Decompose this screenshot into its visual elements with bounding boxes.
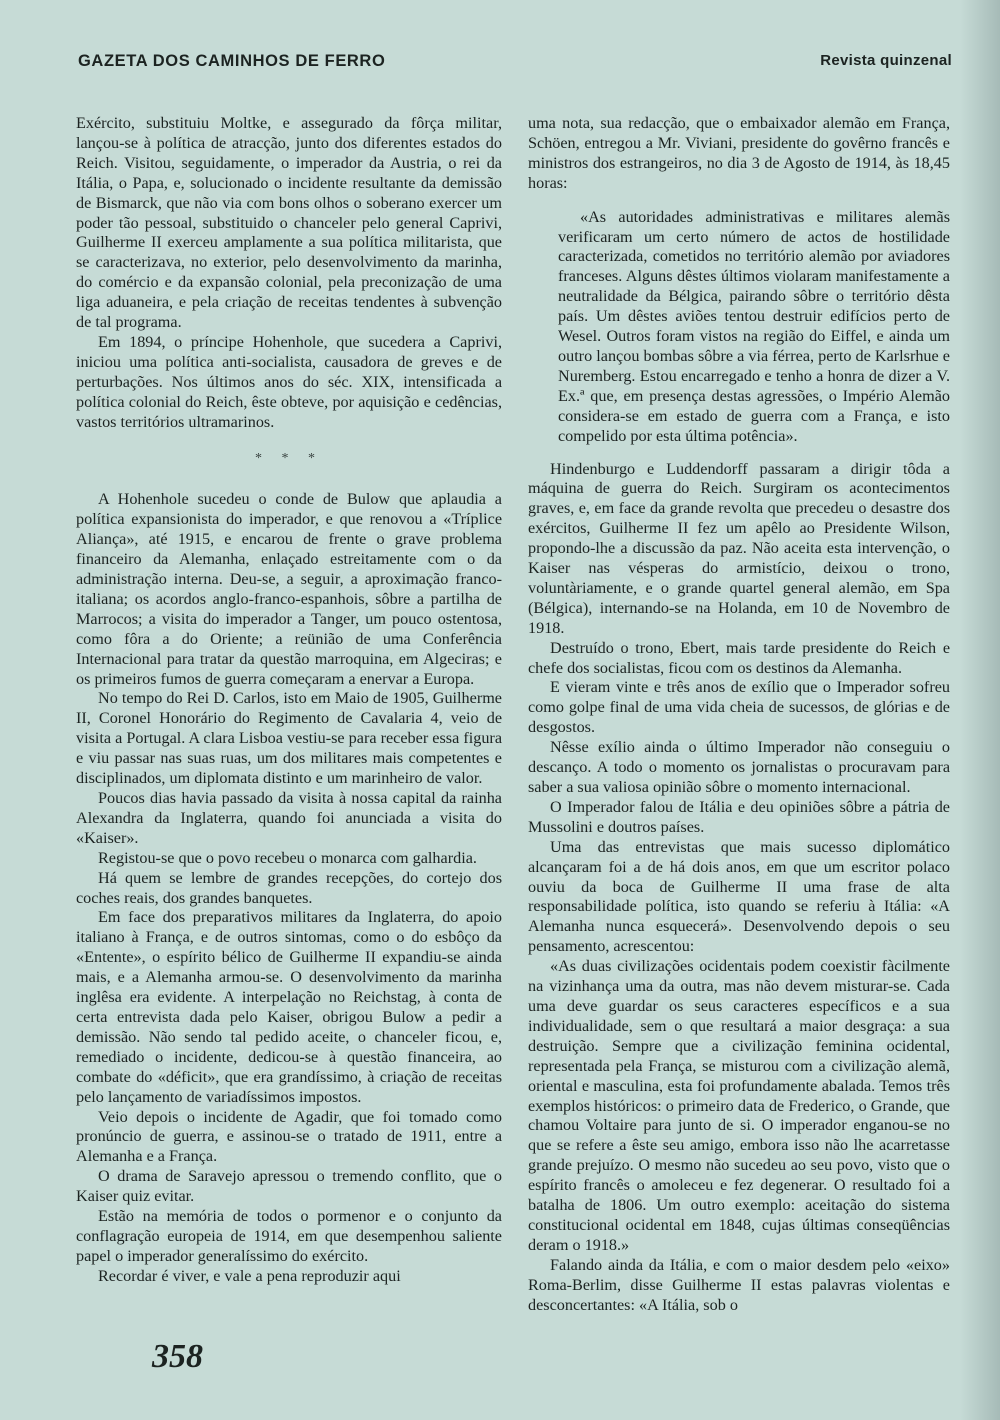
publication-subtitle: Revista quinzenal [820, 52, 952, 69]
left-column [76, 114, 502, 1287]
paragraph: Falando ainda da Itália, e com o maior desdem pelo «eixo» Roma-Berlim, disse Guilherme II estas palavras violentas e desconcertantes: «A Itália, sob o [528, 1255, 950, 1314]
page-number: 358 [152, 1338, 203, 1375]
section-separator: * * * [255, 450, 323, 466]
page-edge-shadow [960, 0, 1000, 1420]
right-column [528, 114, 950, 1315]
paragraph: uma nota, sua redacção, que o embaixador alemão em França, Schöen, entregou a Mr. Viviani, presidente do govêrno francês e ministros dos estrangeiros, no dia 3 de Agosto de 1914, às 18,45 horas: [528, 114, 950, 192]
paragraph: Em 1894, o príncipe Hohenhole, que sucedera a Caprivi, iniciou uma política anti-socialista, causadora de greves e de perturbações. Nos últimos anos do séc. XIX, intensificada a política colonial do Reich, êste obteve, por aquisição e cedências, vastos territórios ultramarinos. [76, 332, 502, 431]
paragraph: Recordar é viver, e vale a pena reproduzir aqui [98, 1266, 401, 1285]
block-quote [528, 208, 950, 447]
paragraph: Uma das entrevistas que mais sucesso diplomático alcançaram foi a de há dois anos, em que um escritor polaco ouviu da boca de Guilherme II uma frase de alta responsabilidade política, isto quando se referiu à Itália: «A Alemanha nunca esquecerá». Desenvolvendo depois o seu pensamento, acrescentou: [528, 837, 950, 956]
paragraph: Destruído o trono, Ebert, mais tarde presidente do Reich e chefe dos socialistas, ficou com os destinos da Alemanha. [528, 638, 950, 677]
paragraph: Há quem se lembre de grandes recepções, do cortejo dos coches reais, dos grandes banquetes. [76, 868, 502, 907]
running-header [78, 52, 952, 76]
paragraph: Registou-se que o povo recebeu o monarca com galhardia. [98, 848, 477, 867]
publication-title: GAZETA DOS CAMINHOS DE FERRO [78, 52, 386, 70]
paragraph: No tempo do Rei D. Carlos, isto em Maio de 1905, Guilherme II, Coronel Honorário do Regimento de Cavalaria 4, veio de visita a Portugal. A clara Lisboa vestiu-se para receber essa figura e viu passar nas suas ruas, um dos militares mais competentes e disciplinados, um diplomata distinto e um marinheiro de valor. [76, 689, 502, 788]
paragraph: A Hohenhole sucedeu o conde de Bulow que aplaudia a política expansionista do imperador, e que renovou a «Tríplice Aliança», até 1915, e encarou de frente o grave problema financeiro da Alemanha, enlaçado estreitamente com o da administração interna. Deu-se, a seguir, a aproximação franco-italiana; os acordos anglo-franco-espanhois, sôbre a partilha de Marrocos; a visita do imperador a Tanger, um pouco ostentosa, como fôra a do Oriente; a reünião de uma Conferência Internacional para tratar da questão marroquina, em Algeciras; e os primeiros fumos de guerra começaram a enervar a Europa. [76, 490, 502, 688]
paragraph: Veio depois o incidente de Agadir, que foi tomado como pronúncio de guerra, e assinou-se o tratado de 1911, entre a Alemanha e a França. [76, 1107, 502, 1166]
paragraph: Em face dos preparativos militares da Inglaterra, do apoio italiano à França, e de outros sintomas, como o do esbôço da «Entente», o espírito bélico de Guilherme II expandiu-se ainda mais, e a Alemanha armou-se. O desenvolvimento da marinha inglêsa era evidente. A interpelação no Reichstag, à conta de certa entrevista dada pelo Kaiser, obrigou Bulow a pedir a demissão. Não sendo tal pedido aceite, o chanceler ficou, e, remediado o incidente, dedicou-se à questão financeira, ao combate do «déficit», que era grandíssimo, à criação de receitas pelo lançamento de variadíssimos impostos. [76, 908, 502, 1106]
quote-paragraph: «As autoridades administrativas e militares alemãs verificaram um certo número de actos de hostilidade caracterizada, cometidos no território alemão por aviadores franceses. Alguns dêstes últimos violaram manifestamente a neutralidade da Bélgica, pairando sôbre o território dêsta país. Um dêstes aviões tentou destruir edifícios perto de Wesel. Outros foram vistos na região do Eiffel, e ainda um outro lançou bombas sôbre a via férrea, perto de Karlsrhue e Nuremberg. Estou encarregado e tenho a honra de dizer a V. Ex.ª que, em presença destas agressões, o Império Alemão considera-se em estado de guerra com a França, e isto compelido por esta última potência». [558, 207, 950, 445]
paragraph: Hindenburgo e Luddendorff passaram a dirigir tôda a máquina de guerra do Reich. Surgiram os acontecimentos graves, e, em face da grande revolta que precedeu o desastre dos exércitos, Guilherme II fez um apêlo ao Presidente Wilson, propondo-lhe a discussão da paz. Não aceita esta intervenção, o Kaiser nas vésperas do armistício, deixou o trono, voluntàriamente, e o grande quartel general alemão, em Spa (Bélgica), internando-se na Holanda, em 10 de Novembro de 1918. [528, 459, 950, 637]
paragraph: O drama de Saravejo apressou o tremendo conflito, que o Kaiser quiz evitar. [76, 1167, 502, 1206]
paragraph: Poucos dias havia passado da visita à nossa capital da rainha Alexandra da Inglaterra, quando foi anunciada a visita do «Kaiser». [76, 789, 502, 847]
paragraph: O Imperador falou de Itália e deu opiniões sôbre a pátria de Mussolini e doutros países. [528, 797, 950, 836]
paragraph: Exército, substituiu Moltke, e assegurado da fôrça militar, lançou-se à política de atracção, junto dos diferentes estados do Reich. Visitou, seguidamente, o imperador da Austria, o rei da Itália, o Papa, e, solucionado o incidente resultante da demissão de Bismarck, que não via com bons olhos o soberano exercer um poder tão pessoal, substituido o chanceler pelo general Caprivi, Guilherme II exerceu amplamente a sua política militarista, que se caracterizava, no exterior, pelo desenvolvimento da marinha, do comércio e da expansão colonial, pela preconização de uma liga aduaneira, e pela criação de receitas tendentes à subvenção de tal programa. [76, 114, 502, 332]
paragraph: E vieram vinte e três anos de exílio que o Imperador sofreu como golpe final de uma vida cheia de sucessos, de glórias e de desgostos. [528, 678, 950, 737]
quoted-paragraph: «As duas civilizações ocidentais podem coexistir fàcilmente na vizinhança uma da outra, mas não devem misturar-se. Cada uma deve guardar os seus caracteres específicos e a sua individualidade, sem o que resultará a maior desgraça: a sua destruição. Sempre que a civilização feminina ocidental, representada pela França, se misturou com a civilização alemã, oriental e masculina, esta foi profundamente abalada. Temos três exemplos históricos: o primeiro data de Frederico, o Grande, que chamou Voltaire para junto de si. O imperador enganou-se no que se refere a êste seu amigo, embora isso não lhe acarretasse grande prejuízo. O mesmo não sucedeu ao seu povo, visto que o espírito francês o amoleceu e fez degenerar. O resultado foi a batalha de 1806. Um outro exemplo: aceitação do sistema constitucional ocidental em 1848, cujas últimas conseqüências deram o 1918.» [528, 957, 950, 1254]
paragraph: Estão na memória de todos o pormenor e o conjunto da conflagração europeia de 1914, em que desempenhou saliente papel o imperador generalíssimo do exército. [76, 1207, 502, 1265]
paragraph: Nêsse exílio ainda o último Imperador não conseguiu o descanço. A todo o momento os jornalistas o procuravam para saber a sua valiosa opinião sôbre o momento internacional. [528, 738, 950, 796]
